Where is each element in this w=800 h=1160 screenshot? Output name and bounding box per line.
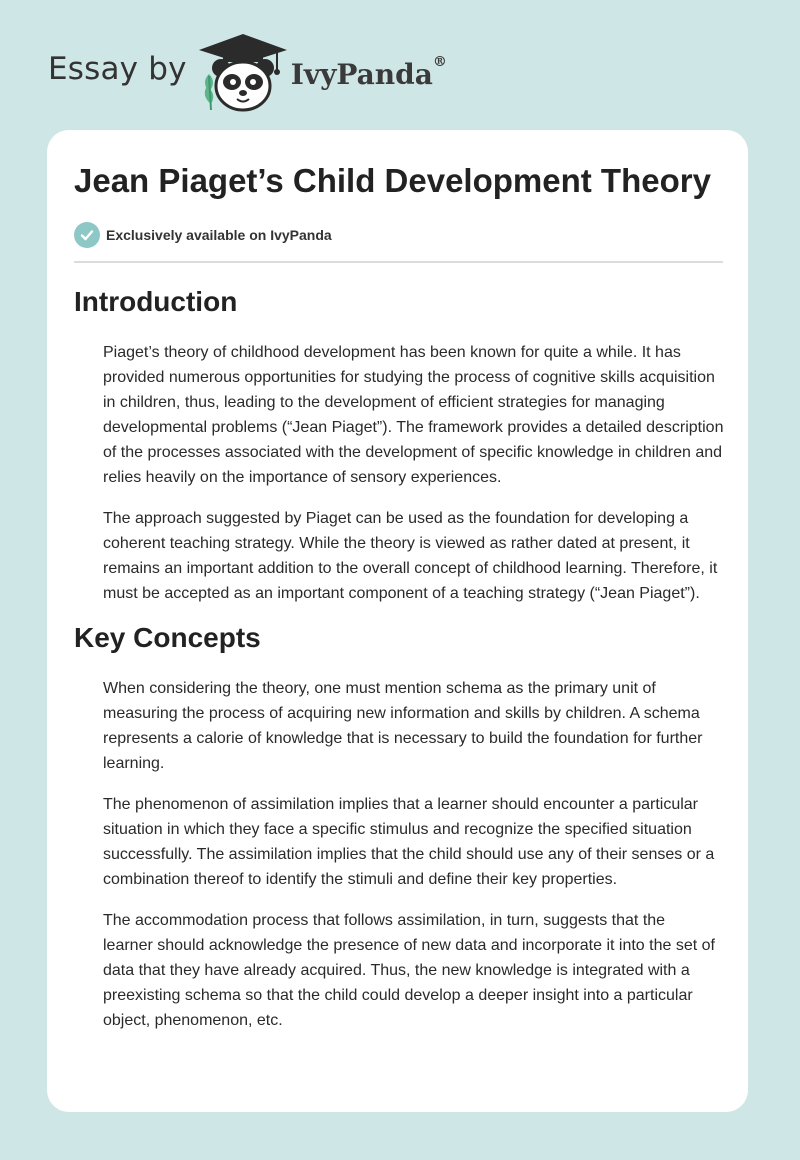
page-title: Jean Piaget’s Child Development Theory <box>74 162 711 199</box>
paragraph: Piaget’s theory of childhood development has been known for quite a while. It has provided numerous opportunities for studying the process of cognitive skills acquisition in children, thus, leading to the development of efficient strategies for managing developmental problems (“Jean Piaget”). The framework provides a detailed description of the processes associated with the development of specific knowledge in children and relies heavily on the importance of sensory experiences. <box>103 344 724 486</box>
section-heading-key-concepts: Key Concepts <box>74 622 261 653</box>
section-heading-introduction: Introduction <box>74 286 238 317</box>
essay-by-label: Essay by <box>48 51 187 87</box>
paragraph: The approach suggested by Piaget can be used as the foundation for developing a coherent teaching strategy. While the theory is viewed as rather dated at present, it remains an important addition to the overall concept of childhood learning. Therefore, it must be accepted as an important component of a teaching strategy (“Jean Piaget”). <box>103 510 718 602</box>
essay-body <box>74 280 724 1033</box>
ivypanda-wordmark[interactable]: IvyPanda® <box>290 53 447 91</box>
paragraph: The accommodation process that follows assimilation, in turn, suggests that the learner should acknowledge the presence of new data and incorporate it into the set of data that they have already acquired. Thus, the new knowledge is integrated with a preexisting schema so that the child could develop a deeper insight into a particular object, phenomenon, etc. <box>103 912 715 1029</box>
site-header <box>48 30 447 114</box>
paragraph: The phenomenon of assimilation implies that a learner should encounter a particular situation in which they face a specific stimulus and recognize the specified situation successfully. The assimilation implies that the child should use any of their senses or a combination thereof to identify the stimuli and define their key properties. <box>103 796 715 888</box>
essay-card <box>47 130 748 1112</box>
registered-mark: ® <box>432 53 447 70</box>
check-circle-icon <box>74 222 100 248</box>
badge-text: Exclusively available on IvyPanda <box>106 227 332 243</box>
exclusive-badge <box>74 222 332 248</box>
divider <box>74 261 723 263</box>
paragraph: When considering the theory, one must mention schema as the primary unit of measuring the process of acquiring new information and skills by children. A schema represents a calorie of knowledge that is necessary to build the foundation for further learning. <box>103 680 703 772</box>
panda-logo-icon[interactable] <box>197 30 289 114</box>
